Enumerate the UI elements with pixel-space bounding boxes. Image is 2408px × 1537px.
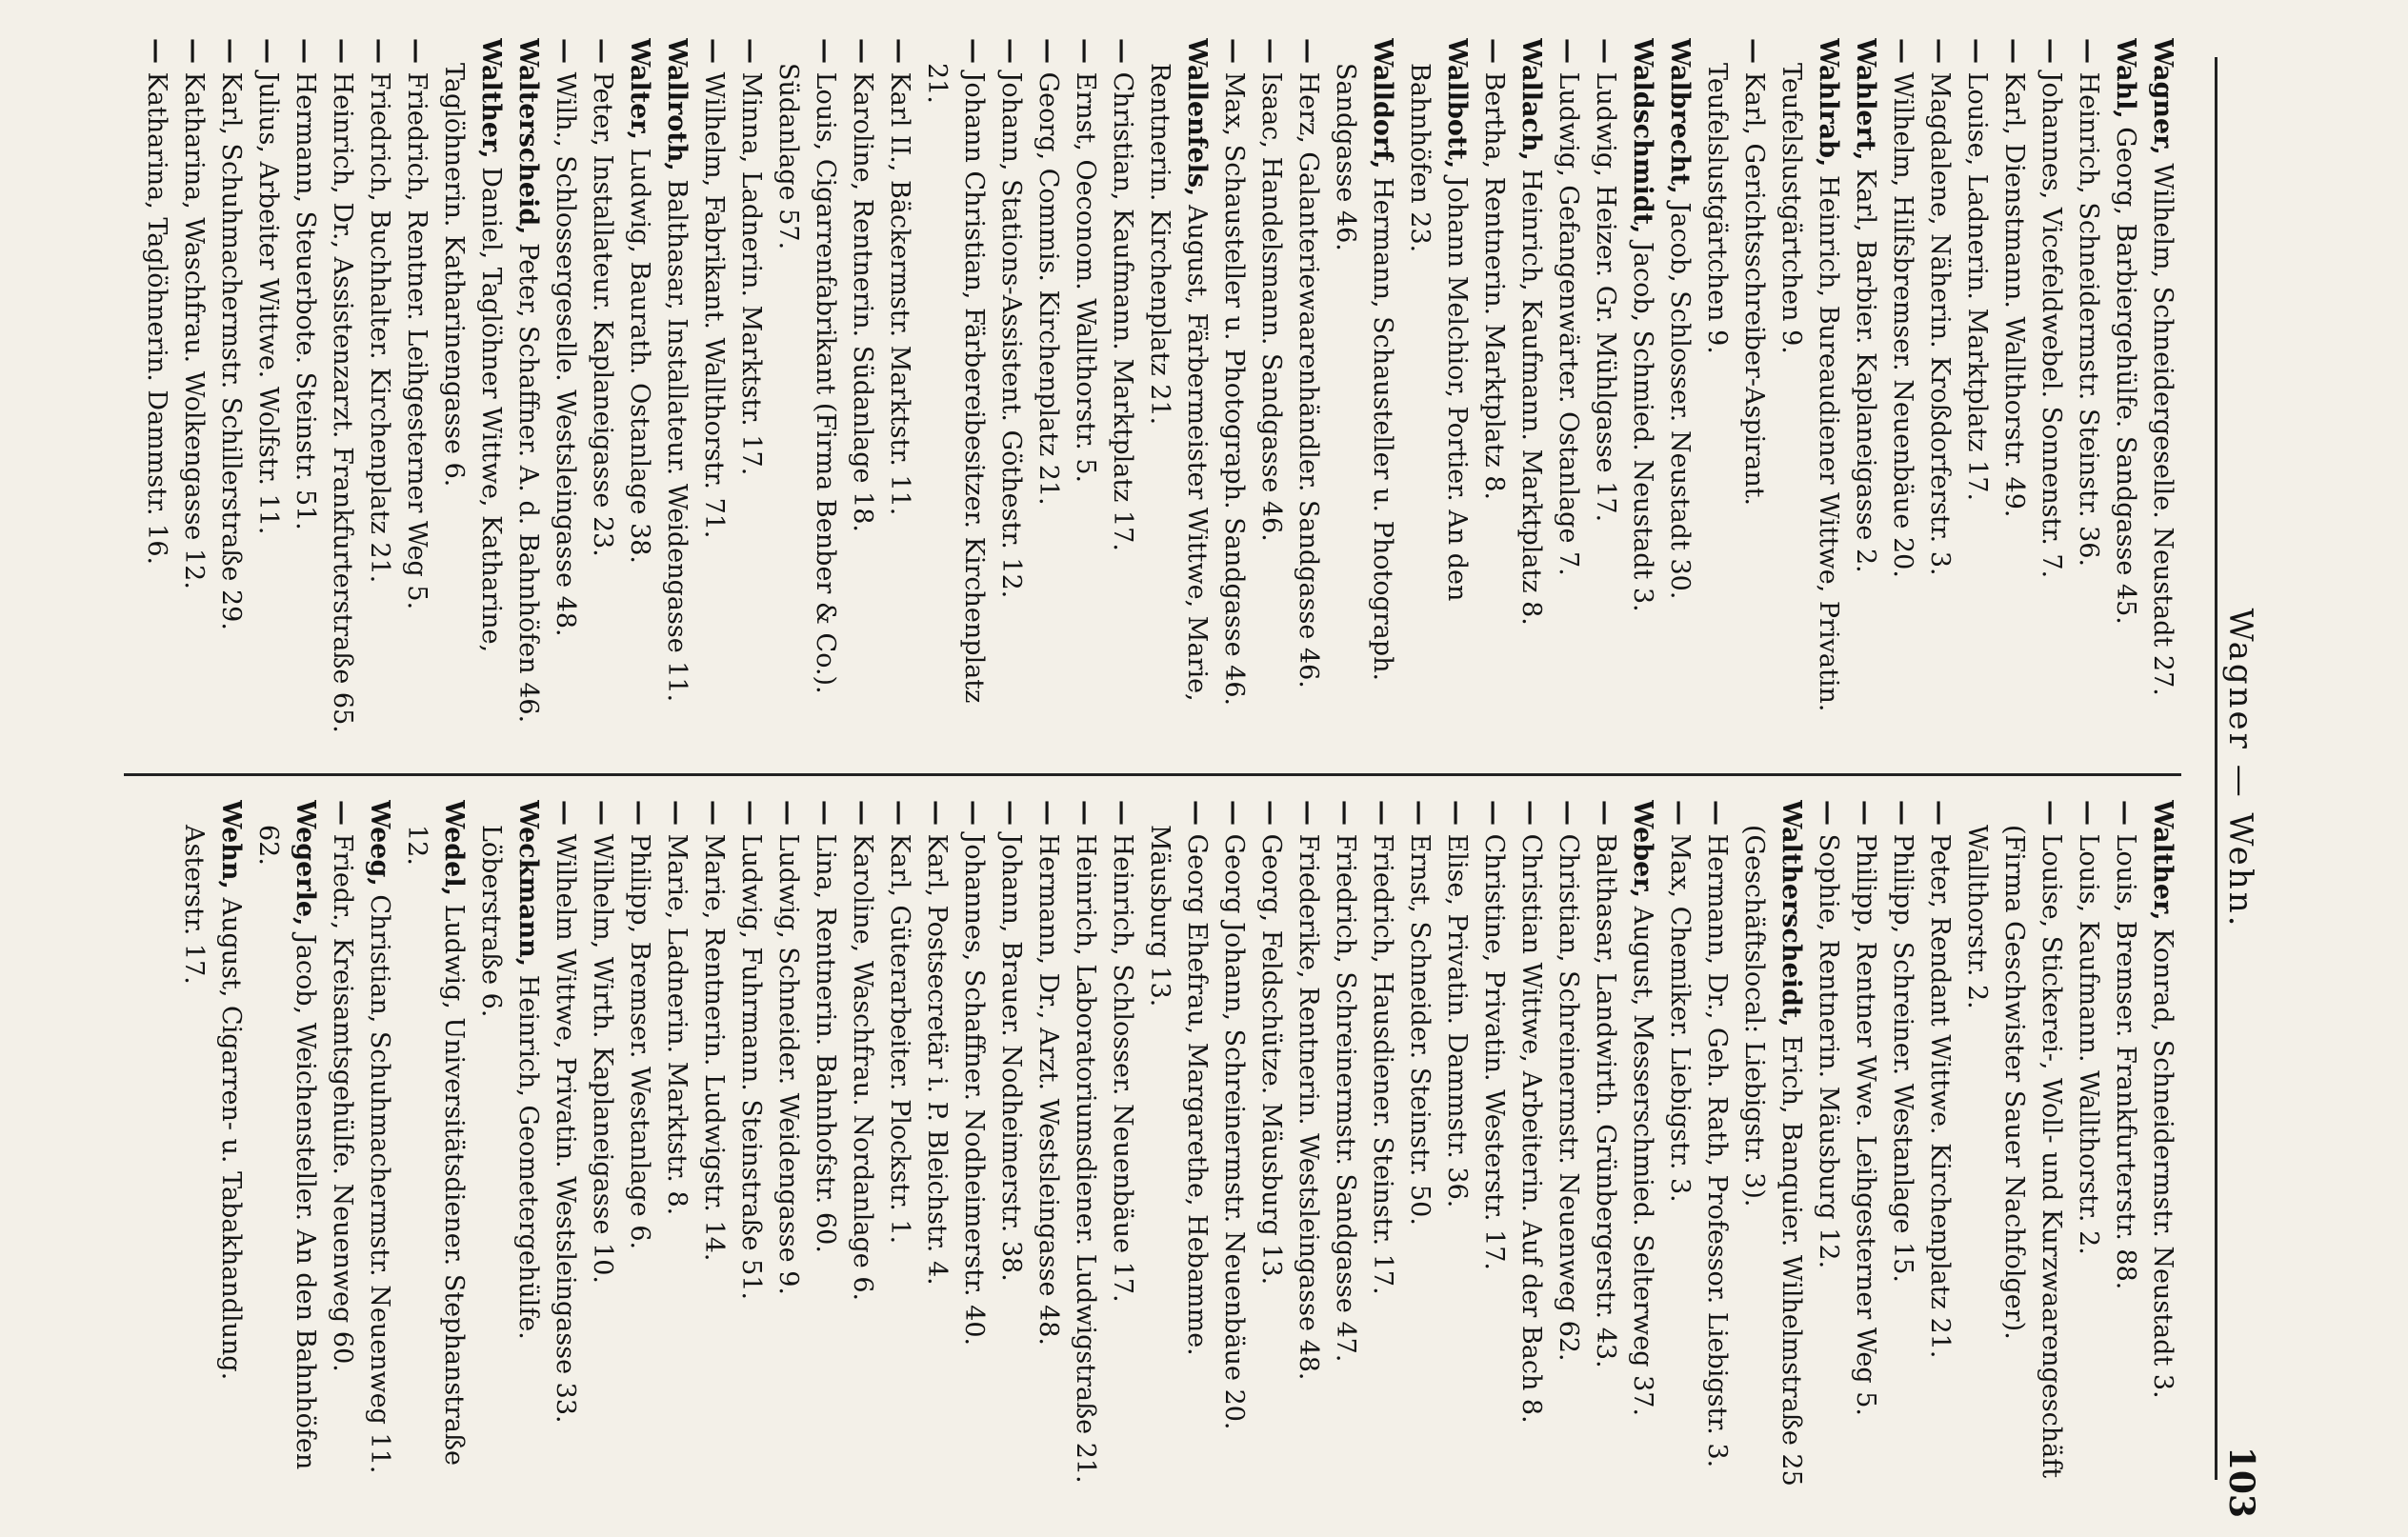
directory-entry bbox=[1587, 38, 1624, 733]
entry-surname: Wagner, bbox=[2148, 38, 2177, 155]
entry-details: August, Färbermeister Wittwe, Marie, Rentnerin. Kirchenplatz 21. bbox=[1145, 63, 1212, 710]
entry-surname: — bbox=[1591, 38, 1620, 64]
entry-details: Bertha, Rentnerin. Marktplatz 8. bbox=[1479, 64, 1509, 501]
entry-details: Wilhelm, Hilfsbremser. Neuenbäue 20. bbox=[1888, 64, 1917, 578]
directory-entry bbox=[1958, 800, 2070, 1495]
directory-entry bbox=[1736, 800, 1810, 1495]
entry-surname: — bbox=[811, 800, 840, 826]
entry-surname: Walterscheid, bbox=[513, 38, 543, 235]
entry-details: Daniel, Taglöhner Wittwe, Katharine, Taglöhnerin. Katharinengasse 6. bbox=[439, 63, 506, 661]
entry-details: Sophie, Rentnerin. Mäusburg 12. bbox=[1814, 826, 1843, 1269]
entry-surname: Weber, bbox=[1628, 800, 1657, 899]
entry-details: Georg, Barbiergehülfe. Sandgasse 45. bbox=[2111, 118, 2140, 625]
directory-entry bbox=[1030, 800, 1067, 1495]
entry-details: Heinrich, Kaufmann. Marktplatz 8. bbox=[1516, 160, 1546, 626]
entry-surname: Wahlert, bbox=[1851, 38, 1880, 161]
entry-surname: — bbox=[1442, 800, 1472, 826]
directory-entry bbox=[807, 800, 844, 1495]
entry-surname: — bbox=[551, 38, 580, 64]
entry-details: Lina, Rentnerin. Bahnhofstr. 60. bbox=[811, 826, 840, 1253]
directory-entry bbox=[1661, 800, 1698, 1495]
directory-entry bbox=[1475, 38, 1513, 733]
entry-surname: — bbox=[216, 38, 246, 64]
entry-surname: — bbox=[2037, 800, 2066, 826]
directory-entry bbox=[695, 800, 732, 1495]
directory-entry bbox=[1253, 38, 1290, 733]
entry-surname: Wegerle, bbox=[291, 800, 320, 927]
directory-entry bbox=[1884, 800, 1921, 1495]
entry-surname: — bbox=[811, 38, 840, 64]
entry-surname: — bbox=[1962, 38, 1992, 64]
entry-details: Peter, Schaffner. A. d. Bahnhöfen 46. bbox=[513, 234, 543, 724]
entry-surname: Wallach, bbox=[1516, 38, 1546, 161]
entry-surname: — bbox=[1925, 38, 1955, 64]
entry-details: Hermann, Dr., Geh. Rath, Professor. Liebigstr. 3. bbox=[1702, 826, 1732, 1468]
directory-entry bbox=[2107, 38, 2144, 733]
entry-surname: Walther, bbox=[2148, 800, 2177, 921]
directory-entry bbox=[1067, 800, 1104, 1495]
entry-surname: — bbox=[1479, 800, 1509, 826]
directory-entry bbox=[1215, 38, 1253, 733]
entry-surname: — bbox=[736, 38, 766, 64]
entry-surname: — bbox=[1219, 38, 1249, 64]
entry-surname: — bbox=[1814, 800, 1843, 826]
directory-entry bbox=[472, 800, 547, 1495]
entry-details: Karl II., Bäckermstr. Marktstr. 11. bbox=[885, 64, 914, 516]
directory-entry bbox=[1550, 38, 1587, 733]
entry-details: Jacob, Weichensteller. An den Bahnhöfen 62. bbox=[253, 825, 320, 1478]
directory-entry bbox=[1698, 800, 1736, 1495]
directory-entry bbox=[993, 38, 1030, 733]
entry-surname: — bbox=[959, 800, 989, 826]
directory-entry bbox=[844, 800, 881, 1495]
entry-details: Heinrich, Schlosser. Neuenbäue 17. bbox=[1108, 826, 1137, 1303]
entry-details: Karl, Barbier. Kaplaneigasse 2. bbox=[1851, 160, 1880, 573]
entry-surname: — bbox=[1702, 800, 1732, 826]
entry-details: Karoline, Rentnerin. Südanlage 18. bbox=[848, 64, 877, 532]
entry-surname: — bbox=[2037, 38, 2066, 64]
directory-entry bbox=[2033, 38, 2070, 733]
entry-surname: — bbox=[662, 800, 692, 826]
directory-entry bbox=[881, 38, 918, 733]
entry-surname: Wallenfels, bbox=[1182, 38, 1212, 197]
entry-details: Karl, Güterarbeiter. Plockstr. 1. bbox=[885, 826, 914, 1245]
directory-entry bbox=[250, 38, 287, 733]
entry-surname: — bbox=[1182, 800, 1212, 826]
running-head bbox=[2198, 0, 2265, 1537]
entry-surname: — bbox=[1108, 800, 1137, 826]
entry-details: Wilh., Schlossergeselle. Westsleingasse 48. bbox=[551, 64, 580, 637]
directory-entry bbox=[1067, 38, 1104, 733]
directory-entry bbox=[918, 38, 993, 733]
directory-entry bbox=[361, 38, 398, 733]
entry-surname: — bbox=[1331, 800, 1360, 826]
entry-details: Minna, Ladnerin. Marktstr. 17. bbox=[736, 64, 766, 476]
entry-details: August, Cigarren- u. Tabakhandlung. Asterstr. 17. bbox=[179, 825, 246, 1388]
entry-details: Heinrich, Schneidermstr. Steinstr. 36. bbox=[2074, 64, 2103, 568]
directory-entry bbox=[435, 38, 510, 733]
directory-entry bbox=[138, 38, 175, 733]
entry-surname: — bbox=[922, 800, 952, 826]
directory-entry bbox=[2070, 38, 2107, 733]
directory-entry bbox=[1587, 800, 1624, 1495]
entry-surname: — bbox=[328, 38, 357, 64]
entry-details: Hermann, Steuerbote. Steinstr. 51. bbox=[291, 64, 320, 530]
entry-details: Wilhelm, Wirth. Kaplaneigasse 10. bbox=[588, 826, 617, 1285]
entry-details: Jacob, Schlosser. Neustadt 30. bbox=[1665, 193, 1695, 600]
entry-surname: Waldschmidt, bbox=[1628, 38, 1657, 234]
entry-surname: — bbox=[1071, 800, 1100, 826]
entry-details: Max, Schausteller u. Photograph. Sandgasse 46. bbox=[1219, 64, 1249, 707]
entry-details: Herz, Galanteriewaarenhändler. Sandgasse 46. bbox=[1294, 64, 1323, 689]
entry-details: Konrad, Schneidermstr. Neustadt 3. bbox=[2148, 920, 2177, 1399]
entry-details: Isaac, Handelsmann. Sandgasse 46. bbox=[1256, 64, 1286, 542]
directory-entry bbox=[324, 800, 361, 1495]
left-column bbox=[86, 38, 2181, 733]
right-column bbox=[86, 800, 2181, 1495]
entry-surname: — bbox=[402, 38, 431, 64]
entry-details: Christian, Schuhmachermstr. Neuenweg 11. bbox=[365, 886, 394, 1474]
entry-surname: Walther, bbox=[476, 38, 506, 159]
entry-surname: Wahl, bbox=[2111, 38, 2140, 119]
entry-details: Balthasar, Installateur. Weidengasse 11. bbox=[662, 170, 692, 703]
directory-entry bbox=[1438, 800, 1475, 1495]
directory-entry bbox=[621, 800, 658, 1495]
directory-entry bbox=[1513, 38, 1550, 733]
entry-surname: — bbox=[2111, 800, 2140, 826]
entry-surname: — bbox=[885, 38, 914, 64]
directory-entry bbox=[1104, 38, 1141, 733]
directory-entry bbox=[732, 800, 770, 1495]
directory-entry bbox=[1364, 800, 1401, 1495]
entry-details: Wilhelm, Schneidergeselle. Neustadt 27. bbox=[2148, 154, 2177, 696]
entry-details: Johannes, Vicefeldwebel. Sonnenstr. 7. bbox=[2037, 64, 2066, 579]
directory-entry bbox=[1475, 800, 1513, 1495]
entry-surname: — bbox=[253, 38, 283, 64]
entry-details: Peter, Rendant Wittwe. Kirchenplatz 21. bbox=[1925, 826, 1955, 1359]
directory-entry bbox=[1847, 800, 1884, 1495]
entry-surname: — bbox=[1516, 800, 1546, 826]
entry-details: Hermann, Dr., Arzt. Westsleingasse 48. bbox=[1033, 826, 1063, 1346]
directory-entry bbox=[1401, 38, 1475, 733]
entry-details: Christian, Schreinermstr. Neuenweg 62. bbox=[1554, 826, 1583, 1362]
entry-surname: — bbox=[328, 800, 357, 826]
entry-surname: — bbox=[848, 38, 877, 64]
directory-entry bbox=[1921, 800, 1958, 1495]
directory-entry bbox=[844, 38, 881, 733]
entry-surname: Wedel, bbox=[439, 800, 469, 897]
page-number: 103 bbox=[2221, 1446, 2261, 1518]
entry-details: Wilhelm, Fabrikant. Wallthorstr. 71. bbox=[699, 64, 729, 539]
entry-surname: — bbox=[1591, 800, 1620, 826]
directory-entry bbox=[1290, 800, 1327, 1495]
entry-surname: Wallroth, bbox=[662, 38, 692, 171]
entry-details: Louis, Cigarrenfabrikant (Firma Benber & Co.). Südanlage 57. bbox=[773, 63, 840, 703]
directory-entry bbox=[695, 38, 732, 733]
entry-surname: — bbox=[1479, 38, 1509, 64]
entry-surname: — bbox=[1294, 800, 1323, 826]
entry-details: Heinrich, Dr., Assistenzarzt. Frankfurterstraße 65. bbox=[328, 64, 357, 733]
directory-entry bbox=[1030, 38, 1067, 733]
entry-surname: — bbox=[1256, 800, 1286, 826]
entry-details: Heinrich, Geometergehülfe. Löberstraße 6. bbox=[476, 825, 543, 1348]
entry-surname: — bbox=[2074, 38, 2103, 64]
entry-details: Johann Melchior, Portier. An den Bahnhöfen 23. bbox=[1405, 63, 1472, 610]
entry-details: Georg, Feldschütze. Mäusburg 13. bbox=[1256, 826, 1286, 1286]
directory-entry bbox=[658, 38, 695, 733]
directory-entry bbox=[2144, 800, 2181, 1495]
entry-details: Friederike, Rentnerin. Westsleingasse 48. bbox=[1294, 826, 1323, 1381]
entry-details: Philipp, Rentner Wwe. Leihgesterner Weg 5. bbox=[1851, 826, 1880, 1416]
directory-entry bbox=[1513, 800, 1550, 1495]
entry-surname: — bbox=[1739, 38, 1769, 64]
entry-surname: — bbox=[773, 800, 803, 826]
entry-details: Christine, Privatin. Westerstr. 17. bbox=[1479, 826, 1509, 1271]
entry-details: Karl, Gerichtsschreiber-Aspirant. Teufelslustgärtchen 9. bbox=[1702, 63, 1769, 514]
directory-entry bbox=[175, 800, 250, 1495]
entry-details: Erich, Banquier. Wilhelmstraße 25 (Geschäftslocal: Liebigstr. 3). bbox=[1739, 825, 1806, 1495]
entry-surname: — bbox=[179, 38, 209, 64]
entry-surname: — bbox=[142, 38, 171, 64]
directory-entry bbox=[955, 800, 993, 1495]
directory-entry bbox=[584, 38, 621, 733]
directory-entry bbox=[770, 38, 844, 733]
directory-entry bbox=[1141, 800, 1215, 1495]
directory-entry bbox=[584, 800, 621, 1495]
directory-entry bbox=[881, 800, 918, 1495]
directory-entry bbox=[1253, 800, 1290, 1495]
entry-details: Friedrich, Hausdiener. Steinstr. 17. bbox=[1368, 826, 1397, 1295]
entry-surname: Wallbott, bbox=[1442, 38, 1472, 170]
entry-surname: — bbox=[996, 38, 1026, 64]
entry-surname: — bbox=[1219, 800, 1249, 826]
entry-surname: — bbox=[365, 38, 394, 64]
entry-details: Louis, Kaufmann. Wallthorstr. 2. bbox=[2074, 826, 2103, 1255]
entry-details: Georg, Commis. Kirchenplatz 21. bbox=[1033, 64, 1063, 506]
entry-surname: — bbox=[959, 38, 989, 64]
directory-entry bbox=[398, 38, 435, 733]
directory-entry bbox=[658, 800, 695, 1495]
entry-details: Ernst, Oeconom. Wallthorstr. 5. bbox=[1071, 64, 1100, 484]
directory-entry bbox=[1958, 38, 1996, 733]
entry-details: Philipp, Bremser. Westanlage 6. bbox=[625, 826, 654, 1250]
entry-details: Ludwig, Fuhrmann. Steinstraße 51. bbox=[736, 826, 766, 1301]
entry-details: Ernst, Schneider. Steinstr. 50. bbox=[1405, 826, 1435, 1226]
entry-details: Jacob, Schmied. Neustadt 3. bbox=[1628, 233, 1657, 612]
entry-details: Ludwig, Schneider. Weidengasse 9. bbox=[773, 826, 803, 1295]
directory-entry bbox=[993, 800, 1030, 1495]
header-rule bbox=[2215, 57, 2217, 1480]
directory-entry bbox=[1327, 38, 1401, 733]
directory-entry bbox=[1698, 38, 1773, 733]
entry-surname: — bbox=[1925, 800, 1955, 826]
directory-entry bbox=[547, 800, 584, 1495]
directory-entry bbox=[1624, 38, 1661, 733]
entry-surname: — bbox=[1665, 800, 1695, 826]
entry-details: Johann, Stations-Assistent. Göthestr. 12. bbox=[996, 64, 1026, 599]
entry-details: Hermann, Schausteller u. Photograph. Sandgasse 46. bbox=[1331, 63, 1397, 689]
entry-details: Johann, Brauer. Nodheimerstr. 38. bbox=[996, 826, 1026, 1282]
entry-surname: — bbox=[699, 800, 729, 826]
entry-details: Karl, Dienstmann. Wallthorstr. 49. bbox=[1999, 64, 2029, 518]
directory-entry bbox=[1921, 38, 1958, 733]
directory-entry bbox=[287, 38, 324, 733]
entry-details: August, Messerschmied. Selterweg 37. bbox=[1628, 898, 1657, 1417]
directory-entry bbox=[1215, 800, 1253, 1495]
entry-surname: — bbox=[996, 800, 1026, 826]
directory-entry bbox=[175, 38, 212, 733]
entry-details: Heinrich, Laboratoriumsdiener. Ludwigstraße 21. bbox=[1071, 826, 1100, 1484]
entry-details: Ludwig, Universitätsdiener. Stephanstraße 12. bbox=[402, 825, 469, 1474]
entry-surname: Waltherscheidt, bbox=[1776, 800, 1806, 1028]
entry-surname: — bbox=[736, 800, 766, 826]
entry-surname: — bbox=[1108, 38, 1137, 64]
directory-entry bbox=[1290, 38, 1327, 733]
directory-entry bbox=[1327, 800, 1364, 1495]
entry-surname: — bbox=[1405, 800, 1435, 826]
entry-details: Karl, Schuhmachermstr. Schillerstraße 29. bbox=[216, 64, 246, 630]
entry-surname: — bbox=[588, 38, 617, 64]
entry-details: Ludwig, Heizer. Gr. Mühlgasse 17. bbox=[1591, 64, 1620, 523]
entry-details: Peter, Installateur. Kaplaneigasse 23. bbox=[588, 64, 617, 557]
directory-entry bbox=[770, 800, 807, 1495]
entry-details: Georg Ehefrau, Margarethe, Hebamme. Mäusburg 13. bbox=[1145, 825, 1212, 1365]
directory-entry bbox=[2144, 38, 2181, 733]
directory-entry bbox=[547, 38, 584, 733]
directory-entry bbox=[361, 800, 398, 1495]
directory-entry bbox=[1550, 800, 1587, 1495]
entry-details: Friedrich, Schreinermstr. Sandgasse 47. bbox=[1331, 826, 1360, 1363]
entry-surname: Wehn, bbox=[216, 800, 246, 889]
entry-surname: Walldorf, bbox=[1368, 38, 1397, 170]
entry-details: Katharina, Taglöhnerin. Dammstr. 16. bbox=[142, 64, 171, 566]
entry-surname: — bbox=[1554, 38, 1583, 64]
entry-details: Louis, Bremser. Frankfurterstr. 88. bbox=[2111, 826, 2140, 1290]
entry-surname: — bbox=[551, 800, 580, 826]
entry-surname: — bbox=[1033, 800, 1063, 826]
entry-details: Georg Johann, Schreinermstr. Neuenbäue 20. bbox=[1219, 826, 1249, 1430]
directory-entry bbox=[1847, 38, 1884, 733]
directory-entry bbox=[1810, 800, 1847, 1495]
entry-surname: — bbox=[291, 38, 320, 64]
directory-entry bbox=[1624, 800, 1661, 1495]
directory-entry bbox=[2107, 800, 2144, 1495]
entry-details: Ludwig, Baurath. Ostanlage 38. bbox=[625, 140, 654, 565]
entry-surname: Walter, bbox=[625, 38, 654, 141]
directory-entry bbox=[1661, 38, 1698, 733]
entry-details: Louise, Stickerei-, Woll- und Kurzwaarengeschäft (Firma Geschwister Sauer Nachfolger). Wallthorstr. 2. bbox=[1962, 825, 2066, 1487]
entry-details: Louise, Ladnerin. Marktplatz 17. bbox=[1962, 64, 1992, 502]
entry-details: Wilhelm Wittwe, Privatin. Westsleingasse 33. bbox=[551, 826, 580, 1424]
directory-entry bbox=[1141, 38, 1215, 733]
entry-surname: — bbox=[1851, 800, 1880, 826]
directory-entry bbox=[510, 38, 547, 733]
entry-surname: — bbox=[1033, 38, 1063, 64]
directory-entry bbox=[1401, 800, 1438, 1495]
entry-surname: — bbox=[1554, 800, 1583, 826]
directory-entry bbox=[1104, 800, 1141, 1495]
entry-surname: Walbrecht, bbox=[1665, 38, 1695, 194]
entry-details: Johann Christian, Färbereibesitzer. Kirchenplatz 21. bbox=[922, 63, 989, 711]
entry-details: Ludwig, Gefangenwärter. Ostanlage 7. bbox=[1554, 64, 1583, 576]
entry-details: Christian, Kaufmann. Marktplatz 17. bbox=[1108, 64, 1137, 551]
directory-entry bbox=[732, 38, 770, 733]
entry-details: Julius, Arbeiter Wittwe. Wolfstr. 11. bbox=[253, 64, 283, 535]
entry-surname: — bbox=[625, 800, 654, 826]
entry-details: Karoline, Waschfrau. Nordanlage 6. bbox=[848, 826, 877, 1302]
directory-entry bbox=[1773, 38, 1847, 733]
directory-entry bbox=[1884, 38, 1921, 733]
entry-details: Friedrich, Rentner. Leihgesterner Weg 5. bbox=[402, 64, 431, 610]
entry-surname: — bbox=[1888, 38, 1917, 64]
entry-details: Heinrich, Bureaudiener Wittwe, Privatin. Teufelslustgärtchen 9. bbox=[1776, 63, 1843, 721]
entry-details: Christian Wittwe, Arbeiterin. Auf der Bach 8. bbox=[1516, 826, 1546, 1424]
entry-surname: — bbox=[1294, 38, 1323, 64]
entry-details: Max, Chemiker. Liebigstr. 3. bbox=[1665, 826, 1695, 1203]
entry-surname: — bbox=[588, 800, 617, 826]
directory-entry bbox=[621, 38, 658, 733]
directory-entry bbox=[2070, 800, 2107, 1495]
entry-surname: — bbox=[699, 38, 729, 64]
entry-surname: — bbox=[1256, 38, 1286, 64]
directory-entry bbox=[324, 38, 361, 733]
column-divider bbox=[124, 773, 2181, 776]
entry-surname: — bbox=[1368, 800, 1397, 826]
entry-surname: — bbox=[848, 800, 877, 826]
entry-details: Magdalene, Näherin. Kroßdorferstr. 3. bbox=[1925, 64, 1955, 576]
entry-surname: — bbox=[1071, 38, 1100, 64]
entry-details: Philipp, Schreiner. Westanlage 15. bbox=[1888, 826, 1917, 1284]
entry-surname: — bbox=[2074, 800, 2103, 826]
directory-entry bbox=[398, 800, 472, 1495]
entry-surname: — bbox=[885, 800, 914, 826]
entry-details: Marie, Rentnerin. Ludwigstr. 14. bbox=[699, 826, 729, 1262]
entry-surname: Wahlrab, bbox=[1814, 38, 1843, 168]
entry-details: Friedr., Kreisamtsgehülfe. Neuenweg 60. bbox=[328, 826, 357, 1372]
entry-details: Marie, Ladnerin. Marktstr. 8. bbox=[662, 826, 692, 1216]
entry-details: Katharina, Waschfrau. Wolkengasse 12. bbox=[179, 64, 209, 589]
entry-surname: Weckmann, bbox=[513, 800, 543, 968]
entry-details: Elise, Privatin. Dammstr. 36. bbox=[1442, 826, 1472, 1208]
page-heading: Wagner — Wehn. bbox=[2221, 608, 2259, 929]
directory-entry bbox=[212, 38, 250, 733]
directory-entry bbox=[918, 800, 955, 1495]
directory-entry bbox=[1996, 38, 2033, 733]
entry-surname: — bbox=[1888, 800, 1917, 826]
entry-details: Johannes, Schaffner. Nodheimerstr. 40. bbox=[959, 826, 989, 1347]
entry-details: Friedrich, Buchhalter. Kirchenplatz 21. bbox=[365, 64, 394, 584]
entry-surname: — bbox=[1999, 38, 2029, 64]
entry-details: Karl, Postsecretär i. P. Bleichstr. 4. bbox=[922, 826, 952, 1286]
entry-surname: Weeg, bbox=[365, 800, 394, 887]
directory-entry bbox=[250, 800, 324, 1495]
entry-details: Balthasar, Landwirth. Grünbergerstr. 43. bbox=[1591, 826, 1620, 1368]
